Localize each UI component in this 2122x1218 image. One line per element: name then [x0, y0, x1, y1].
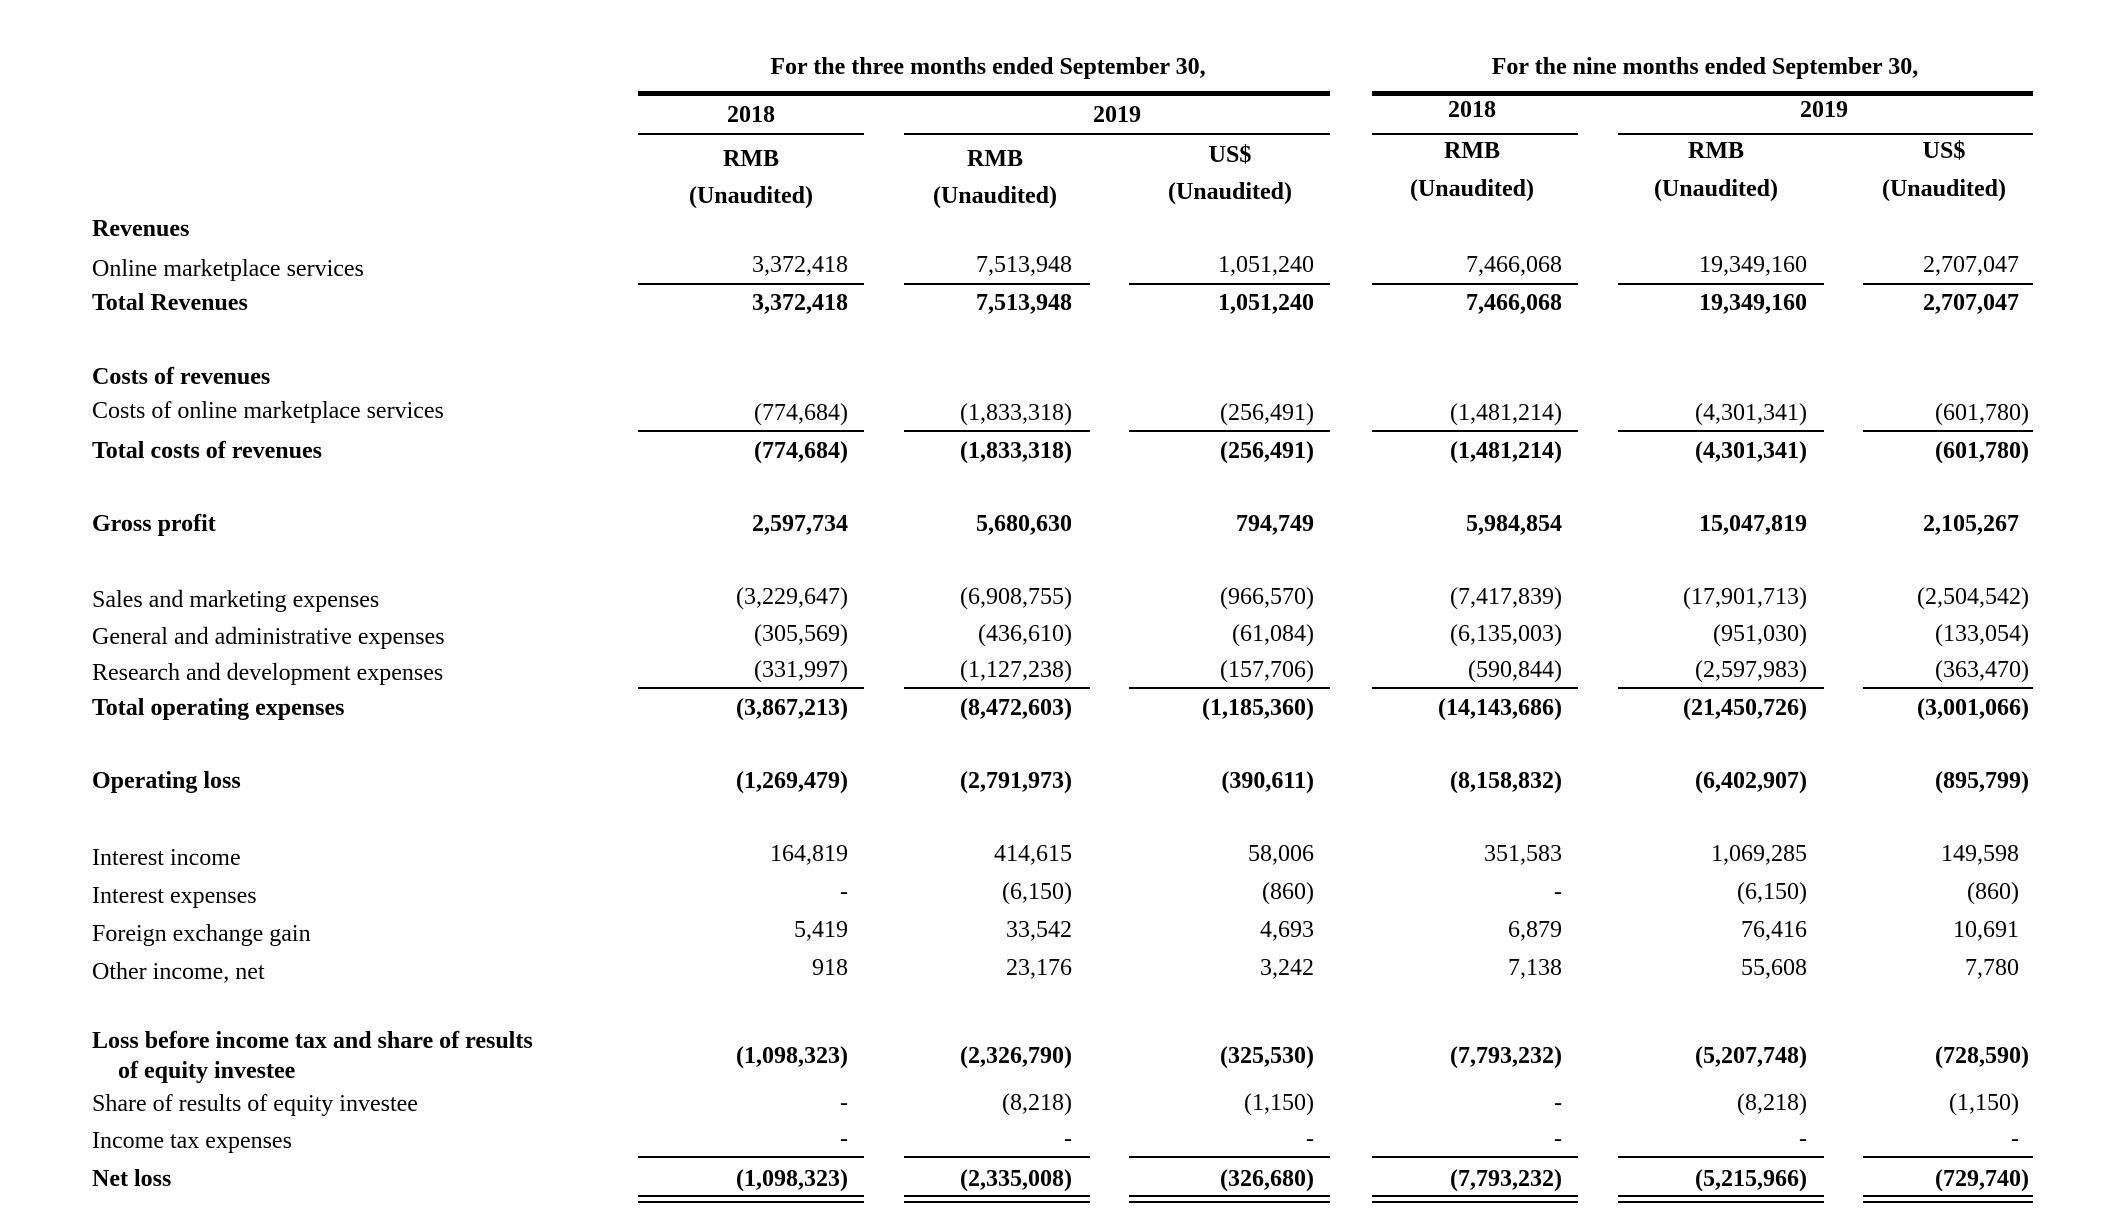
cell-total-revenues-col3: 1,051,240 — [1218, 290, 1314, 316]
cell-general-admin-col3: (61,084) — [1232, 621, 1314, 647]
cell-loss-before-tax-col3: (325,530) — [1220, 1043, 1314, 1069]
cell-gross-profit-col3: 794,749 — [1236, 511, 1314, 537]
unaudited-col2: (Unaudited) — [932, 183, 1058, 209]
rule-revenues-col1 — [638, 283, 864, 285]
cell-research-dev-col5: (2,597,983) — [1695, 657, 1807, 683]
row-label-loss-before-income-tax-cont: of equity investee — [118, 1058, 296, 1084]
cell-income-tax-col4: - — [1554, 1126, 1562, 1152]
row-label-interest-expenses: Interest expenses — [92, 883, 257, 909]
rule-costs-col4 — [1372, 430, 1578, 432]
cell-total-opex-col2: (8,472,603) — [960, 695, 1072, 721]
cell-fx-gain-col2: 33,542 — [1006, 917, 1072, 943]
cell-interest-income-col1: 164,819 — [770, 841, 848, 867]
header-nine-months: For the nine months ended September 30, — [1491, 54, 1919, 80]
cell-fx-gain-col3: 4,693 — [1260, 917, 1314, 943]
cell-net-loss-col2: (2,335,008) — [960, 1166, 1072, 1192]
cell-operating-loss-col3: (390,611) — [1221, 768, 1314, 794]
cell-sales-marketing-col4: (7,417,839) — [1450, 584, 1562, 610]
cell-operating-loss-col2: (2,791,973) — [960, 768, 1072, 794]
cell-loss-before-tax-col2: (2,326,790) — [960, 1043, 1072, 1069]
cell-net-loss-col1: (1,098,323) — [736, 1166, 848, 1192]
unaudited-col6: (Unaudited) — [1881, 176, 2007, 202]
cell-loss-before-tax-col1: (1,098,323) — [736, 1043, 848, 1069]
cell-online-marketplace-col1: 3,372,418 — [752, 252, 848, 278]
rule-revenues-col3 — [1129, 283, 1330, 285]
row-label-gross-profit: Gross profit — [92, 511, 216, 537]
cell-income-tax-col1: - — [840, 1126, 848, 1152]
cell-interest-income-col3: 58,006 — [1248, 841, 1314, 867]
cell-share-results-col6: (1,150) — [1949, 1090, 2019, 1116]
cell-loss-before-tax-col4: (7,793,232) — [1450, 1043, 1562, 1069]
cell-income-tax-col3: - — [1306, 1126, 1314, 1152]
cell-net-loss-col3: (326,680) — [1220, 1166, 1314, 1192]
rule-year-2019-nine — [1618, 133, 2033, 135]
cell-costs-online-col2: (1,833,318) — [960, 400, 1072, 426]
cell-total-costs-col1: (774,684) — [754, 438, 848, 464]
cell-total-opex-col5: (21,450,726) — [1683, 695, 1807, 721]
rule-costs-col3 — [1129, 430, 1330, 432]
cell-online-marketplace-col6: 2,707,047 — [1923, 252, 2019, 278]
row-label-interest-income: Interest income — [92, 845, 241, 871]
rule-year-2018-nine — [1372, 133, 1578, 135]
rule-year-2018-three — [638, 133, 864, 135]
currency-col4: RMB — [1444, 138, 1500, 164]
rule-net-loss-double-a-col1 — [638, 1195, 864, 1197]
cell-research-dev-col4: (590,844) — [1468, 657, 1562, 683]
cell-net-loss-col4: (7,793,232) — [1450, 1166, 1562, 1192]
cell-total-opex-col3: (1,185,360) — [1202, 695, 1314, 721]
row-label-sales-marketing: Sales and marketing expenses — [92, 587, 380, 613]
cell-interest-expenses-col6: (860) — [1967, 879, 2019, 905]
cell-operating-loss-col5: (6,402,907) — [1695, 768, 1807, 794]
cell-interest-expenses-col5: (6,150) — [1737, 879, 1807, 905]
cell-online-marketplace-col5: 19,349,160 — [1699, 252, 1807, 278]
cell-costs-online-col5: (4,301,341) — [1695, 400, 1807, 426]
row-label-share-of-results: Share of results of equity investee — [92, 1091, 418, 1117]
row-label-net-loss: Net loss — [92, 1166, 172, 1192]
cell-net-loss-col6: (729,740) — [1935, 1166, 2029, 1192]
row-label-total-operating-expenses: Total operating expenses — [92, 695, 345, 721]
cell-general-admin-col6: (133,054) — [1935, 621, 2029, 647]
rule-net-loss-top-col3 — [1129, 1156, 1330, 1158]
cell-operating-loss-col1: (1,269,479) — [736, 768, 848, 794]
cell-other-income-col3: 3,242 — [1260, 955, 1314, 981]
cell-interest-expenses-col2: (6,150) — [1002, 879, 1072, 905]
cell-costs-online-col6: (601,780) — [1935, 400, 2029, 426]
cell-costs-online-col4: (1,481,214) — [1450, 400, 1562, 426]
year-2019-three: 2019 — [1093, 102, 1141, 128]
cell-sales-marketing-col6: (2,504,542) — [1917, 584, 2029, 610]
rule-net-loss-double-a-col3 — [1129, 1195, 1330, 1197]
unaudited-col3: (Unaudited) — [1167, 179, 1293, 205]
cell-operating-loss-col4: (8,158,832) — [1450, 768, 1562, 794]
rule-costs-col2 — [904, 430, 1090, 432]
rule-opex-col5 — [1618, 687, 1824, 689]
cell-interest-expenses-col1: - — [840, 879, 848, 905]
cell-loss-before-tax-col5: (5,207,748) — [1695, 1043, 1807, 1069]
cell-sales-marketing-col5: (17,901,713) — [1683, 584, 1807, 610]
rule-net-loss-top-col4 — [1372, 1156, 1578, 1158]
cell-general-admin-col4: (6,135,003) — [1450, 621, 1562, 647]
cell-costs-online-col3: (256,491) — [1220, 400, 1314, 426]
currency-col5: RMB — [1688, 138, 1744, 164]
section-costs-of-revenues: Costs of revenues — [92, 364, 271, 390]
header-three-months: For the three months ended September 30, — [770, 54, 1206, 80]
cell-share-results-col3: (1,150) — [1244, 1090, 1314, 1116]
cell-interest-income-col5: 1,069,285 — [1711, 841, 1807, 867]
cell-sales-marketing-col3: (966,570) — [1220, 584, 1314, 610]
rule-net-loss-top-col2 — [904, 1156, 1090, 1158]
row-label-loss-before-income-tax: Loss before income tax and share of results — [92, 1028, 533, 1054]
rule-net-loss-double-a-col5 — [1618, 1195, 1824, 1197]
cell-interest-expenses-col4: - — [1554, 879, 1562, 905]
currency-col6: US$ — [1922, 138, 1966, 164]
cell-gross-profit-col4: 5,984,854 — [1466, 511, 1562, 537]
cell-total-revenues-col2: 7,513,948 — [976, 290, 1072, 316]
cell-interest-income-col4: 351,583 — [1484, 841, 1562, 867]
year-2018-three: 2018 — [727, 102, 775, 128]
unaudited-col5: (Unaudited) — [1653, 176, 1779, 202]
rule-costs-col1 — [638, 430, 864, 432]
cell-general-admin-col1: (305,569) — [754, 621, 848, 647]
cell-total-opex-col6: (3,001,066) — [1917, 695, 2029, 721]
cell-general-admin-col5: (951,030) — [1713, 621, 1807, 647]
cell-share-results-col4: - — [1554, 1090, 1562, 1116]
cell-research-dev-col6: (363,470) — [1935, 657, 2029, 683]
cell-research-dev-col2: (1,127,238) — [960, 657, 1072, 683]
cell-total-revenues-col1: 3,372,418 — [752, 290, 848, 316]
section-revenues: Revenues — [92, 216, 190, 242]
rule-revenues-col4 — [1372, 283, 1578, 285]
rule-net-loss-double-a-col4 — [1372, 1195, 1578, 1197]
row-label-total-revenues: Total Revenues — [92, 290, 248, 316]
cell-gross-profit-col6: 2,105,267 — [1923, 511, 2019, 537]
cell-online-marketplace-col3: 1,051,240 — [1218, 252, 1314, 278]
cell-other-income-col4: 7,138 — [1508, 955, 1562, 981]
cell-total-revenues-col5: 19,349,160 — [1699, 290, 1807, 316]
row-label-income-tax-expenses: Income tax expenses — [92, 1128, 292, 1154]
cell-share-results-col5: (8,218) — [1737, 1090, 1807, 1116]
cell-fx-gain-col1: 5,419 — [794, 917, 848, 943]
rule-opex-col2 — [904, 687, 1090, 689]
row-label-research-development: Research and development expenses — [92, 660, 444, 686]
rule-opex-col6 — [1863, 687, 2033, 689]
rule-net-loss-top-col6 — [1863, 1156, 2033, 1158]
row-label-general-admin: General and administrative expenses — [92, 624, 445, 650]
row-label-operating-loss: Operating loss — [92, 768, 241, 794]
cell-total-opex-col1: (3,867,213) — [736, 695, 848, 721]
rule-three-months-top — [638, 91, 1330, 96]
cell-other-income-col1: 918 — [812, 955, 848, 981]
cell-total-costs-col5: (4,301,341) — [1695, 438, 1807, 464]
cell-total-revenues-col6: 2,707,047 — [1923, 290, 2019, 316]
row-label-total-costs-of-revenues: Total costs of revenues — [92, 438, 322, 464]
unaudited-col4: (Unaudited) — [1409, 176, 1535, 202]
cell-sales-marketing-col2: (6,908,755) — [960, 584, 1072, 610]
cell-gross-profit-col5: 15,047,819 — [1699, 511, 1807, 537]
rule-opex-col1 — [638, 687, 864, 689]
cell-total-revenues-col4: 7,466,068 — [1466, 290, 1562, 316]
rule-net-loss-double-b-col5 — [1618, 1201, 1824, 1203]
cell-total-opex-col4: (14,143,686) — [1438, 695, 1562, 721]
cell-costs-online-col1: (774,684) — [754, 400, 848, 426]
currency-col1: RMB — [723, 146, 779, 172]
rule-revenues-col6 — [1863, 283, 2033, 285]
currency-col2: RMB — [967, 146, 1023, 172]
cell-fx-gain-col6: 10,691 — [1953, 917, 2019, 943]
cell-share-results-col1: - — [840, 1090, 848, 1116]
year-2018-nine: 2018 — [1448, 97, 1496, 123]
rule-net-loss-double-b-col3 — [1129, 1201, 1330, 1203]
cell-other-income-col2: 23,176 — [1006, 955, 1072, 981]
rule-net-loss-top-col1 — [638, 1156, 864, 1158]
rule-year-2019-three — [904, 133, 1330, 135]
rule-net-loss-double-a-col2 — [904, 1195, 1090, 1197]
cell-income-tax-col2: - — [1064, 1126, 1072, 1152]
cell-operating-loss-col6: (895,799) — [1935, 768, 2029, 794]
rule-revenues-col2 — [904, 283, 1090, 285]
rule-net-loss-double-b-col2 — [904, 1201, 1090, 1203]
cell-income-tax-col6: - — [2011, 1126, 2019, 1152]
rule-costs-col6 — [1863, 430, 2033, 432]
cell-research-dev-col1: (331,997) — [754, 657, 848, 683]
cell-online-marketplace-col2: 7,513,948 — [976, 252, 1072, 278]
rule-net-loss-double-a-col6 — [1863, 1195, 2033, 1197]
cell-income-tax-col5: - — [1799, 1126, 1807, 1152]
rule-opex-col4 — [1372, 687, 1578, 689]
cell-share-results-col2: (8,218) — [1002, 1090, 1072, 1116]
cell-online-marketplace-col4: 7,466,068 — [1466, 252, 1562, 278]
cell-other-income-col6: 7,780 — [1965, 955, 2019, 981]
rule-net-loss-double-b-col6 — [1863, 1201, 2033, 1203]
cell-total-costs-col4: (1,481,214) — [1450, 438, 1562, 464]
row-label-other-income-net: Other income, net — [92, 959, 265, 985]
cell-sales-marketing-col1: (3,229,647) — [736, 584, 848, 610]
rule-costs-col5 — [1618, 430, 1824, 432]
cell-total-costs-col6: (601,780) — [1935, 438, 2029, 464]
row-label-foreign-exchange-gain: Foreign exchange gain — [92, 921, 311, 947]
cell-interest-income-col2: 414,615 — [994, 841, 1072, 867]
cell-net-loss-col5: (5,215,966) — [1695, 1166, 1807, 1192]
cell-interest-expenses-col3: (860) — [1262, 879, 1314, 905]
year-2019-nine: 2019 — [1800, 97, 1848, 123]
cell-total-costs-col3: (256,491) — [1220, 438, 1314, 464]
cell-research-dev-col3: (157,706) — [1220, 657, 1314, 683]
row-label-online-marketplace-services: Online marketplace services — [92, 256, 364, 282]
rule-net-loss-double-b-col4 — [1372, 1201, 1578, 1203]
cell-general-admin-col2: (436,610) — [978, 621, 1072, 647]
cell-gross-profit-col1: 2,597,734 — [752, 511, 848, 537]
cell-total-costs-col2: (1,833,318) — [960, 438, 1072, 464]
rule-net-loss-top-col5 — [1618, 1156, 1824, 1158]
row-label-costs-online-marketplace: Costs of online marketplace services — [92, 398, 444, 424]
unaudited-col1: (Unaudited) — [688, 183, 814, 209]
cell-gross-profit-col2: 5,680,630 — [976, 511, 1072, 537]
cell-other-income-col5: 55,608 — [1741, 955, 1807, 981]
cell-fx-gain-col4: 6,879 — [1508, 917, 1562, 943]
rule-revenues-col5 — [1618, 283, 1824, 285]
cell-loss-before-tax-col6: (728,590) — [1935, 1043, 2029, 1069]
rule-net-loss-double-b-col1 — [638, 1201, 864, 1203]
cell-fx-gain-col5: 76,416 — [1741, 917, 1807, 943]
cell-interest-income-col6: 149,598 — [1941, 841, 2019, 867]
rule-opex-col3 — [1129, 687, 1330, 689]
currency-col3: US$ — [1208, 142, 1252, 168]
